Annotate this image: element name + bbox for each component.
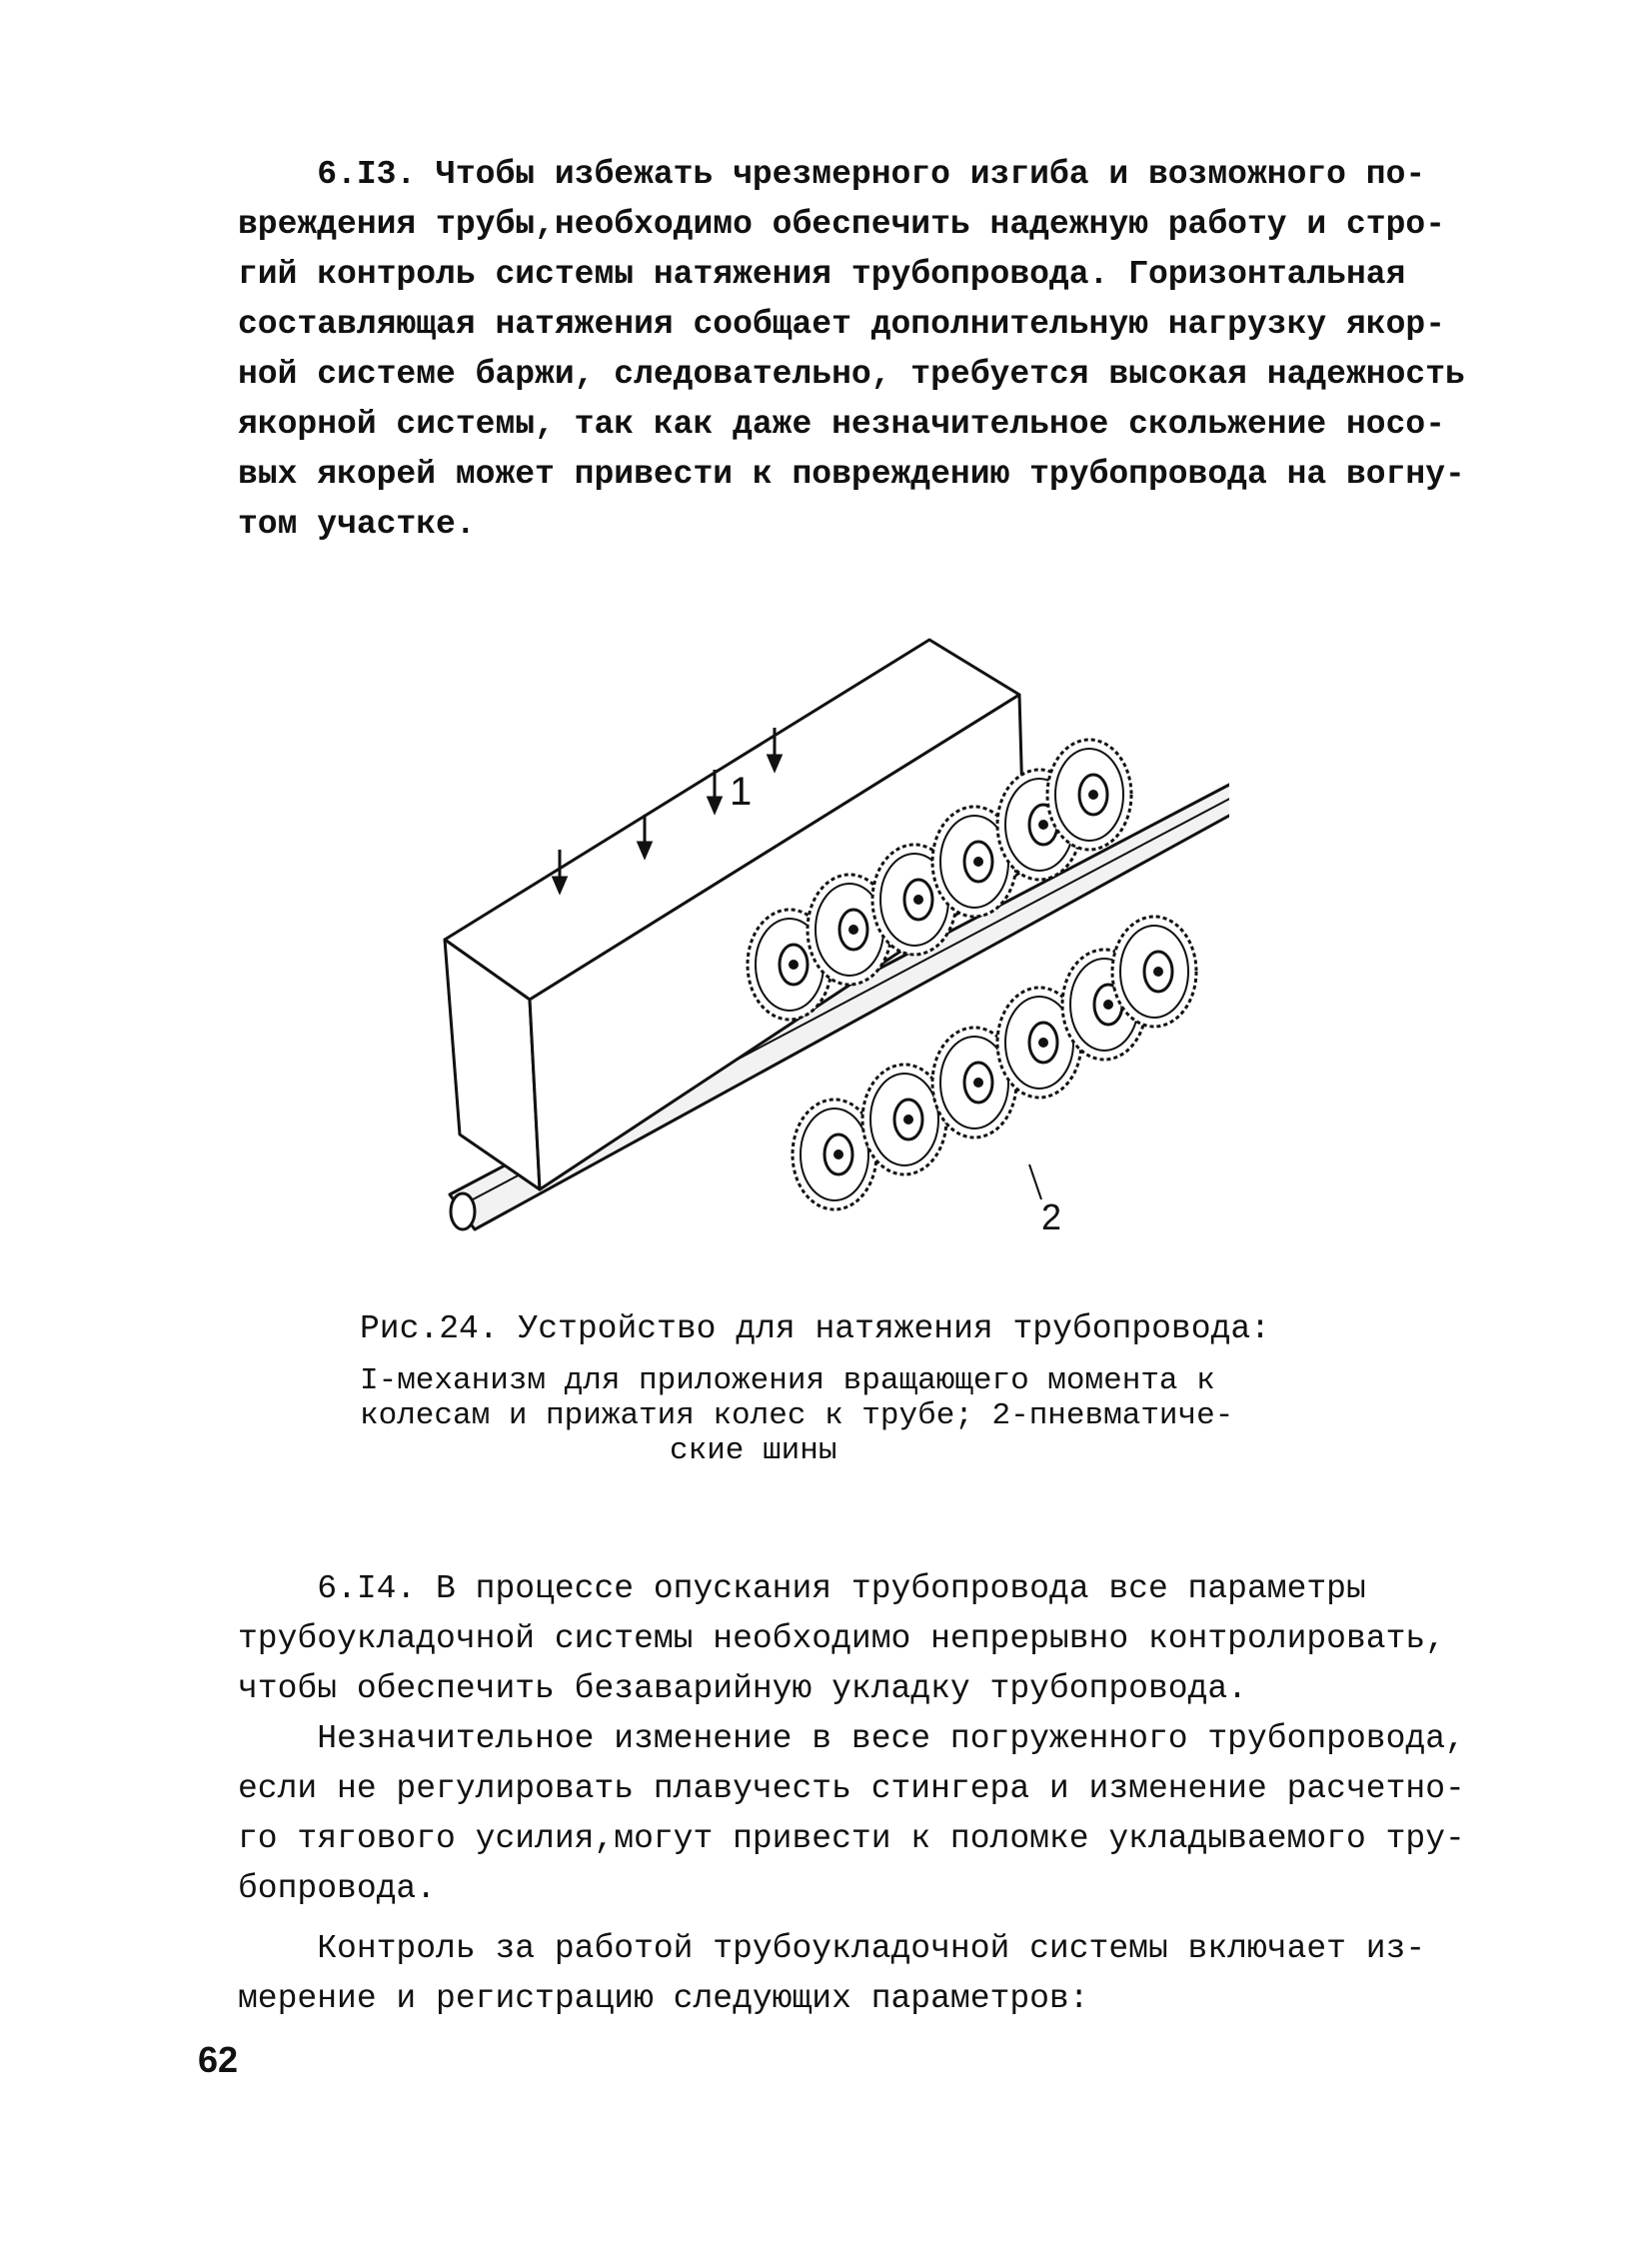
label-2: 2	[1041, 1196, 1062, 1237]
text-line: том участке.	[238, 506, 476, 543]
caption-title: Рис.24. Устройство для натяжения трубопровода:	[360, 1310, 1270, 1347]
tyre-wheel	[1047, 740, 1131, 850]
text-line: составляющая натяжения сообщает дополнительную нагрузку якор-	[238, 306, 1445, 343]
label-1: 1	[730, 770, 753, 814]
text-line: ной системе баржи, следовательно, требуется высокая надежность	[238, 356, 1465, 393]
text-line: якорной системы, так как даже незначительное скольжение носо-	[238, 406, 1445, 443]
text-line: мерение и регистрацию следующих параметров:	[238, 1980, 1089, 2017]
text-line: вреждения трубы,необходимо обеспечить надежную работу и стро-	[238, 206, 1445, 243]
text-line: гий контроль системы натяжения трубопровода. Горизонтальная	[238, 256, 1406, 293]
caption-line: I-механизм для приложения вращающего момента к	[360, 1363, 1215, 1398]
tyre-wheel	[1112, 917, 1196, 1027]
tensioner-illustration	[430, 600, 1229, 1269]
text-line: чтобы обеспечить безаварийную укладку трубопровода.	[238, 1670, 1247, 1707]
text-line: если не регулировать плавучесть стингера и изменение расчетно-	[238, 1770, 1465, 1807]
caption-line: колесам и прижатия колес к трубе; 2-пневматиче-	[360, 1398, 1234, 1433]
text-line: трубоукладочной системы необходимо непрерывно контролировать,	[238, 1620, 1445, 1657]
text-line: Незначительное изменение в весе погруженного трубопровода,	[238, 1720, 1465, 1757]
text-line: вых якорей может привести к повреждению трубопровода на вогну-	[238, 456, 1465, 493]
text-line: бопровода.	[238, 1870, 437, 1907]
text-line: Контроль за работой трубоукладочной системы включает из-	[238, 1930, 1426, 1967]
text-line: 6.I3. Чтобы избежать чрезмерного изгиба и возможного по-	[238, 156, 1426, 193]
page-number: 62	[198, 2039, 239, 2080]
caption-line: ские шины	[670, 1433, 837, 1468]
text-line: 6.I4. В процессе опускания трубопровода все параметры	[238, 1570, 1366, 1607]
text-line: го тягового усилия,могут привести к поломке укладываемого тру-	[238, 1820, 1465, 1857]
